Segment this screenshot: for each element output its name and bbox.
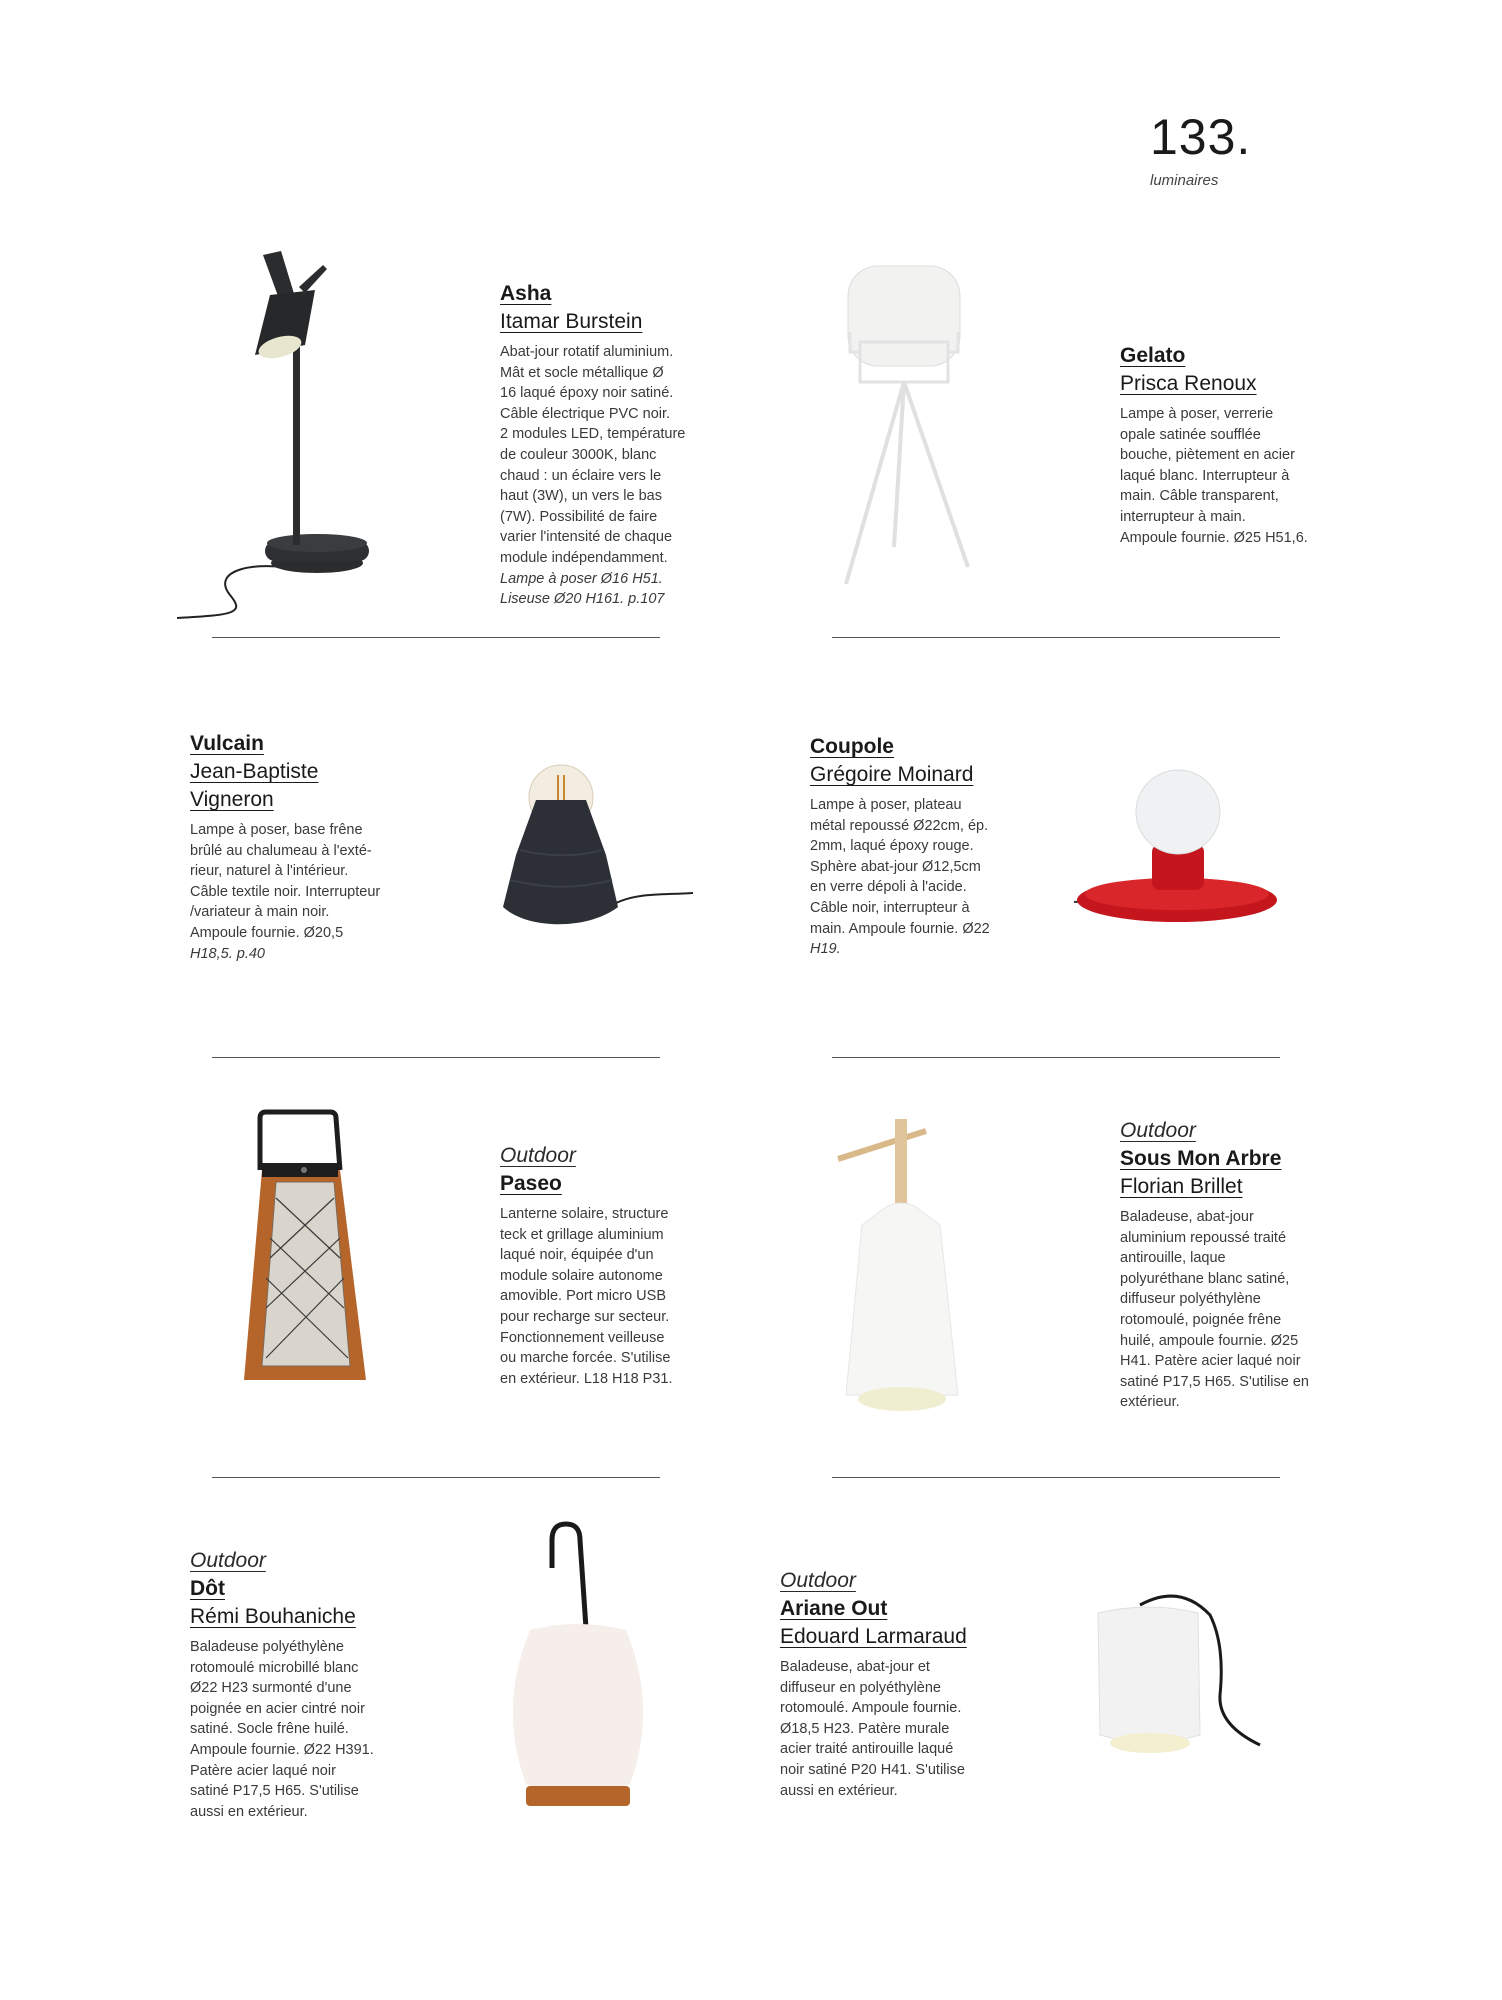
product-description: Abat-jour rotatif aluminium. Mât et socle métallique Ø 16 laqué époxy noir satiné. Câble électrique PVC noir. 2 modules LED, température de couleur 3000K, blanc chaud : un éclaire vers le haut (3W), un vers le bas (7W). Possibilité de faire varier l'intensité de chaque module indépendamment. Lampe à poser Ø16 H51. Liseuse Ø20 H161. p.107 [500, 344, 686, 608]
divider [832, 1477, 1280, 1478]
sous-mon-arbre-product [1120, 1117, 1365, 1413]
vulcain-lamp-image [478, 755, 698, 940]
designer-name: Edouard Larmaraud [780, 1625, 967, 1648]
divider [212, 1477, 660, 1478]
ariane-product [780, 1567, 1025, 1801]
product-description: Lampe à poser, verrerie opale satinée soufflée bouche, piètement en acier laqué blanc. Interrupteur à main. Câble transparent, interrupteur à main. Ampoule fournie. Ø25 H51,6. [1120, 406, 1308, 546]
product-name: Sous Mon Arbre [1120, 1147, 1282, 1170]
outdoor-label: Outdoor [190, 1549, 266, 1572]
asha-product [500, 280, 725, 610]
product-name: Vulcain [190, 732, 264, 755]
coupole-product [810, 733, 1045, 960]
product-description: Baladeuse, abat-jour et diffuseur en polyéthylène rotomoulé. Ampoule fournie. Ø18,5 H23. Patère murale acier traité antirouille laqué noir satiné P20 H41. S'utilise aussi en extérieur. [780, 1659, 965, 1799]
product-name: Gelato [1120, 344, 1186, 367]
designer-name: Itamar Burstein [500, 310, 643, 333]
product-name: Paseo [500, 1172, 562, 1195]
gelato-lamp-image [840, 262, 980, 592]
product-name: Dôt [190, 1577, 225, 1600]
divider [212, 1057, 660, 1058]
sous-mon-arbre-lamp-image [828, 1115, 998, 1415]
page-number: 133. [1150, 109, 1252, 165]
paseo-product [500, 1142, 735, 1389]
designer-name: Prisca Renoux [1120, 372, 1257, 395]
outdoor-label: Outdoor [1120, 1119, 1196, 1142]
designer-name: Rémi Bouhaniche [190, 1605, 356, 1628]
designer-name: Grégoire Moinard [810, 763, 974, 786]
paseo-lantern-image [240, 1108, 370, 1388]
dot-product [190, 1547, 435, 1822]
product-description: Baladeuse, abat-jour aluminium repoussé traité antirouille, laque polyuréthane blanc satiné, diffuseur polyéthylène rotomoulé, poignée frêne huilé, ampoule fournie. Ø25 H41. Patère acier laqué noir satiné P17,5 H65. S'utilise en extérieur. [1120, 1209, 1309, 1411]
divider [212, 637, 660, 638]
outdoor-label: Outdoor [780, 1569, 856, 1592]
divider [832, 637, 1280, 638]
section-label: luminaires [1150, 172, 1219, 189]
product-description: Lanterne solaire, structure teck et grillage aluminium laqué noir, équipée d'un module solaire autonome amovible. Port micro USB pour recharge sur secteur. Fonctionnement veilleuse ou marche forcée. S'utilise en extérieur. L18 H18 P31. [500, 1206, 673, 1387]
product-name: Asha [500, 282, 552, 305]
designer-name: Florian Brillet [1120, 1175, 1243, 1198]
coupole-lamp-image [1072, 762, 1282, 932]
product-description: Lampe à poser, base frêne brûlé au chalumeau à l'exté- rieur, naturel à l'intérieur. Câble textile noir. Interrupteur /variateur à main noir. Ampoule fournie. Ø20,5 H18,5. p.40 [190, 822, 381, 962]
product-description: Baladeuse polyéthylène rotomoulé microbillé blanc Ø22 H23 surmonté d'une poignée en acier cintré noir satiné. Socle frêne huilé. Ampoule fournie. Ø22 H391. Patère acier laqué noir satiné P17,5 H65. S'utilise aussi en extérieur. [190, 1639, 374, 1820]
asha-lamp-image [175, 245, 375, 625]
ariane-lamp-image [1080, 1585, 1270, 1770]
gelato-product [1120, 342, 1350, 548]
outdoor-label: Outdoor [500, 1144, 576, 1167]
designer-name: Jean-Baptiste [190, 760, 319, 783]
dot-lamp-image [490, 1518, 660, 1818]
product-description: Lampe à poser, plateau métal repoussé Ø22cm, ép. 2mm, laqué époxy rouge. Sphère abat-jour Ø12,5cm en verre dépoli à l'acide. Câble noir, interrupteur à main. Ampoule fournie. Ø22 H19. [810, 797, 990, 958]
product-name: Ariane Out [780, 1597, 888, 1620]
product-name: Coupole [810, 735, 894, 758]
divider [832, 1057, 1280, 1058]
vulcain-product [190, 730, 425, 964]
designer-name: Vigneron [190, 788, 274, 811]
